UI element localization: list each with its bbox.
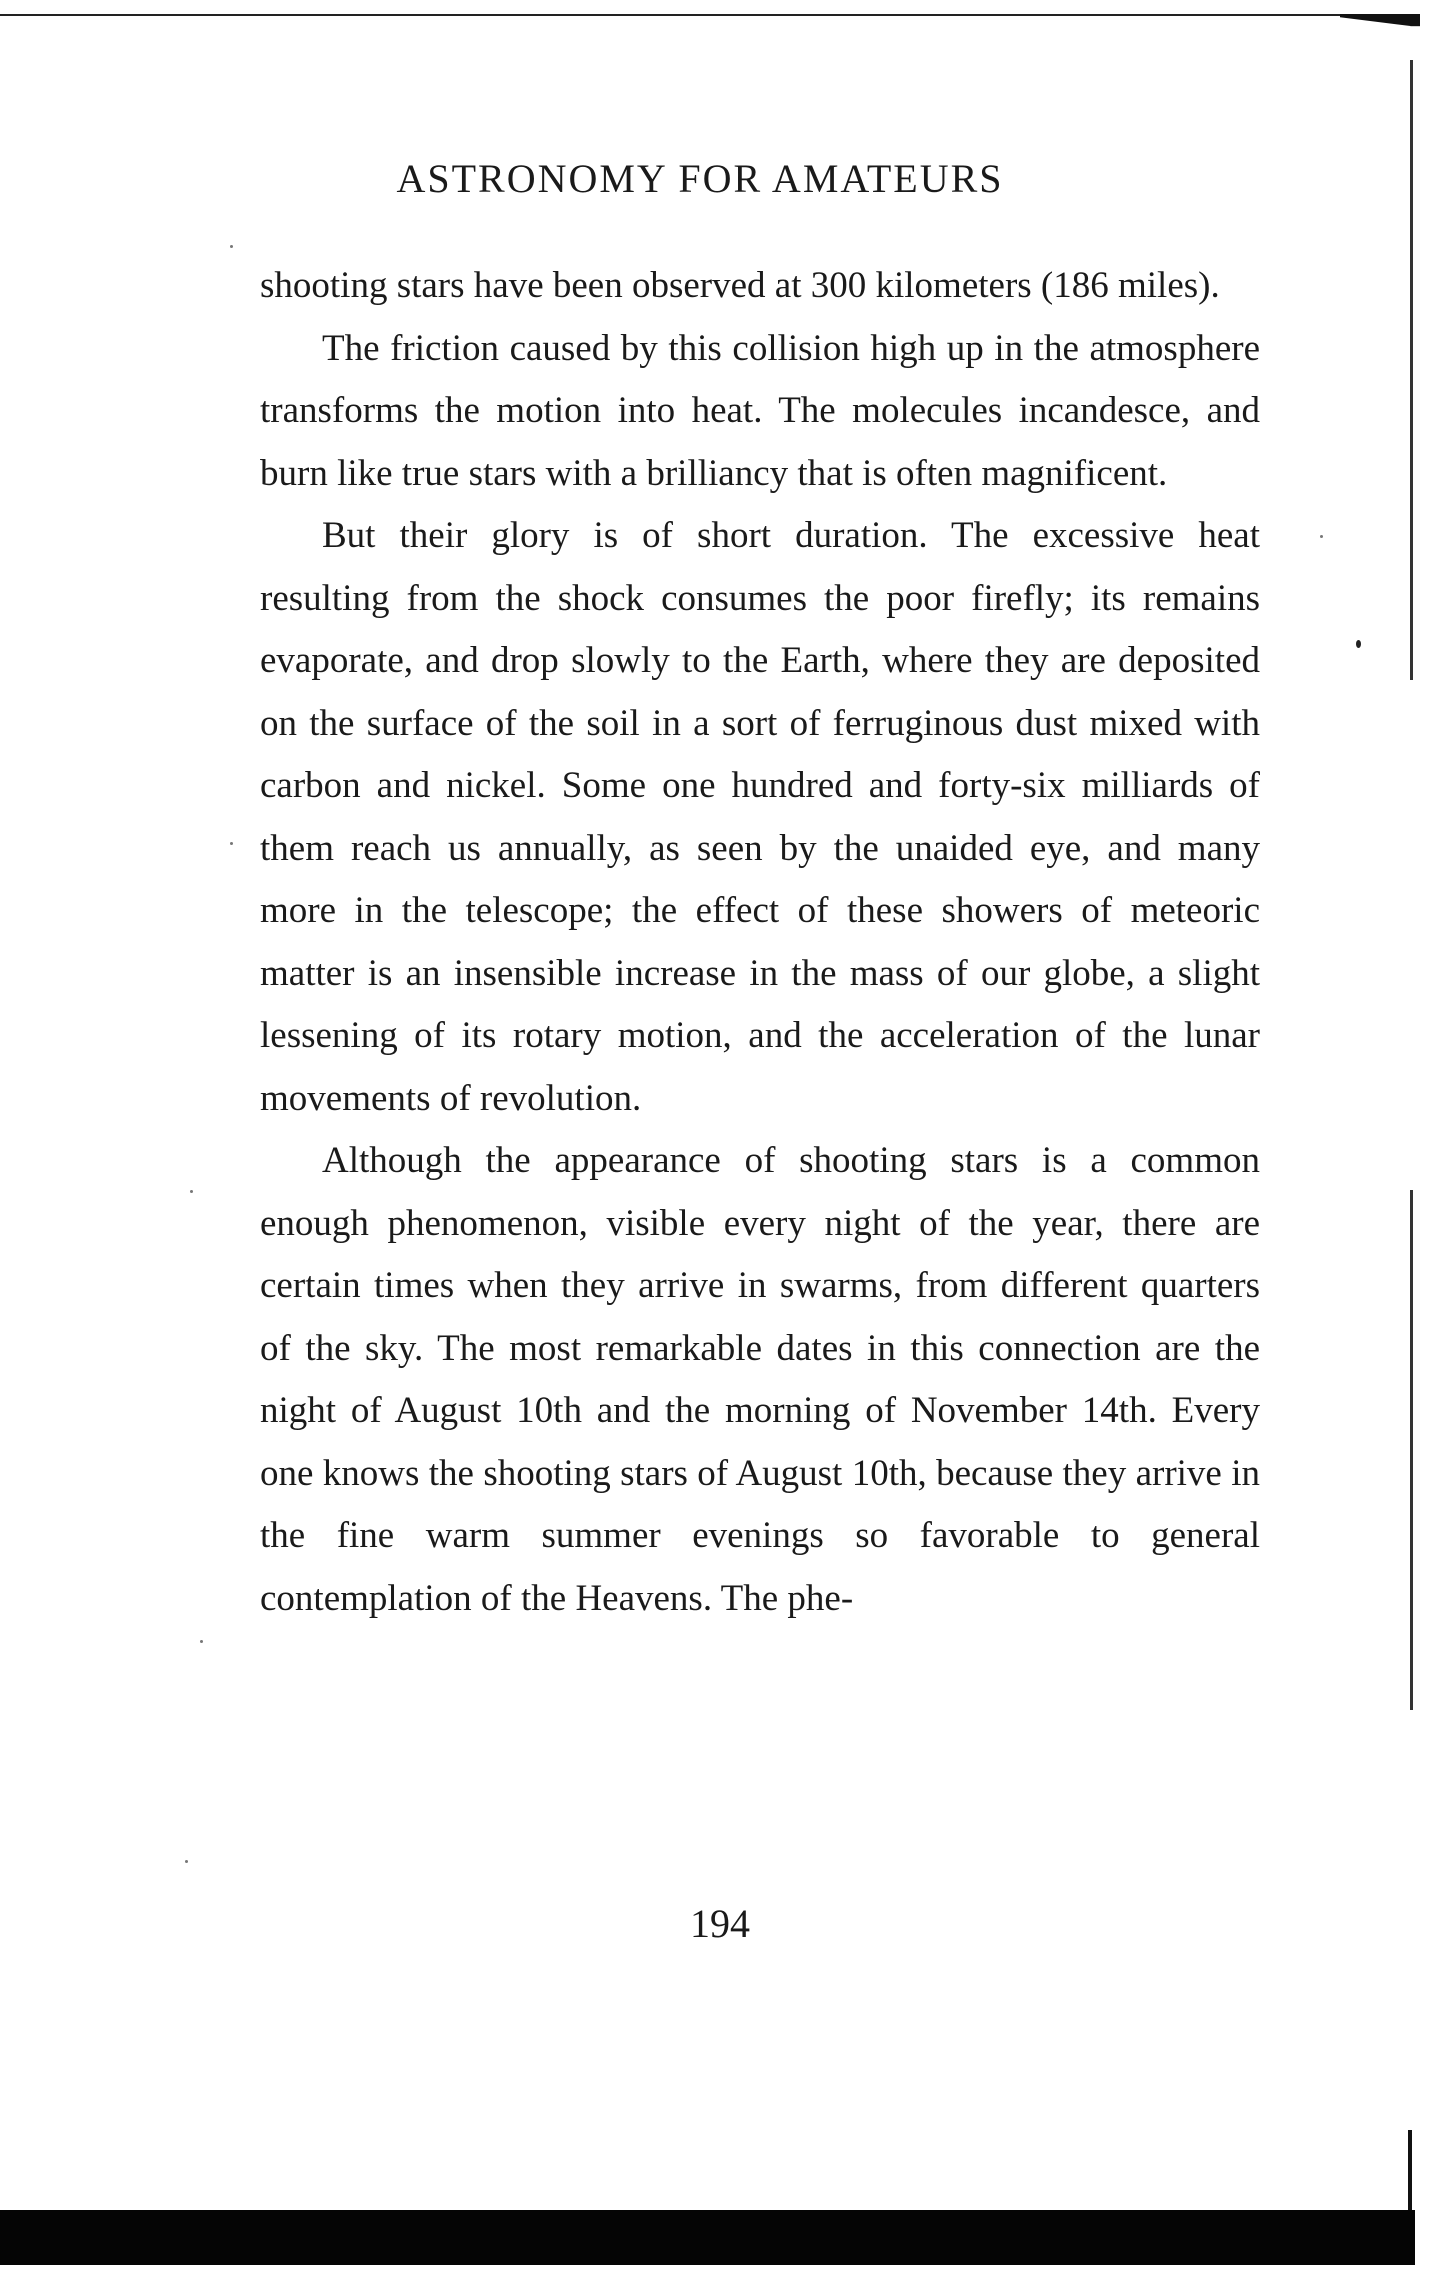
bottom-right-edge-tick <box>1408 2130 1412 2220</box>
paragraph: The friction caused by this collision high up in the atmosphere transforms the motion into heat. The molecules incandesce, and burn like true stars with a brilliancy that is often magnificent. <box>260 327 1260 494</box>
running-head: ASTRONOMY FOR AMATEURS <box>396 156 1004 201</box>
bottom-scan-band <box>0 2210 1415 2265</box>
scan-speck <box>230 842 233 845</box>
paragraph: Although the appearance of shooting stars is a common enough phenomenon, visible every night of the year, there are certain times when they arrive in swarms, from different quarters of the sky. The most remarkable dates in this connection are the night of August 10th and the morning of November 14th. Every one knows the shooting stars of August 10th, because they arrive in the fine warm summer evenings so favorable to general contemplation of the Heavens. The phe- <box>260 1140 1260 1619</box>
scan-speck <box>190 1190 193 1193</box>
right-edge-line <box>1410 60 1413 680</box>
paragraph: But their glory is of short duration. The excessive heat resulting from the shock consumes the poor firefly; its remains evaporate, and drop slowly to the Earth, where they are deposited on the surface of the soil in a sort of ferruginous dust mixed with carbon and nickel. Some one hundred and forty-six milliards of them reach us annually, as seen by the unaided eye, and many more in the telescope; the effect of these showers of meteoric matter is an insensible increase in the mass of our globe, a slight lessening of its rotary motion, and the acceleration of the lunar movements of revolution. <box>260 515 1260 1119</box>
right-edge-line <box>1410 1190 1413 1710</box>
page-number: 194 <box>690 1901 750 1946</box>
scan-speck <box>1320 535 1323 538</box>
paragraph: shooting stars have been observed at 300 kilometers (186 miles). <box>260 265 1220 306</box>
scan-speck <box>185 1860 188 1863</box>
body-text <box>260 255 1260 1630</box>
scan-speck <box>230 245 233 248</box>
top-right-corner-shadow <box>1340 14 1420 54</box>
top-border-line <box>0 14 1400 16</box>
scan-speck <box>1356 640 1361 648</box>
scan-speck <box>200 1640 203 1643</box>
